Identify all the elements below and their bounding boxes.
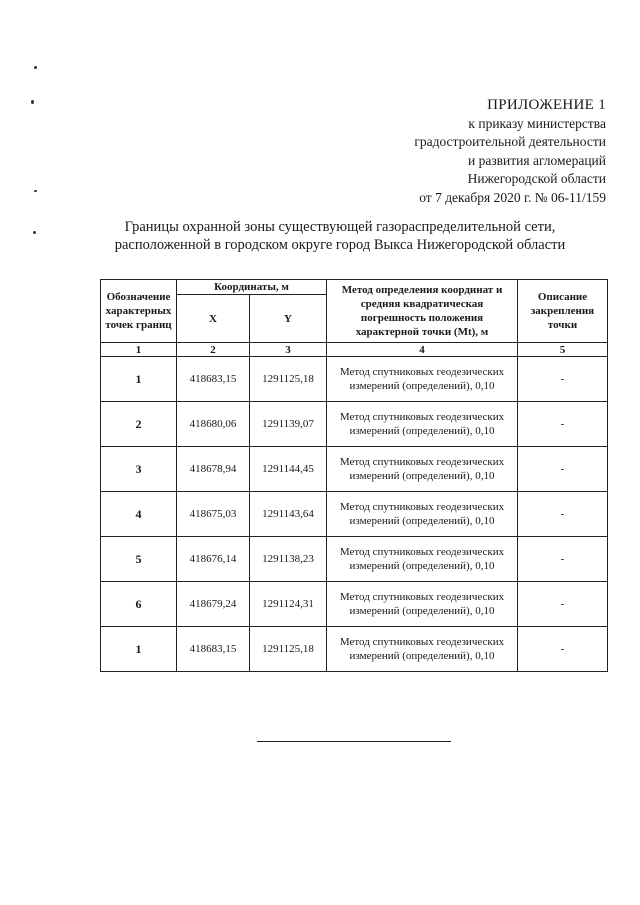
point-number: 5: [101, 537, 177, 582]
header-x: X: [177, 295, 250, 343]
header-designation: Обозначение характерных точек границ: [101, 280, 177, 343]
table-row: [101, 492, 608, 537]
coord-y: 1291138,23: [250, 537, 327, 582]
description-cell: -: [518, 537, 608, 582]
coord-x: 418680,06: [177, 402, 250, 447]
document-title-line: Границы охранной зоны существующей газораспределительной сети,: [124, 219, 556, 235]
coord-x: 418676,14: [177, 537, 250, 582]
table-row: [101, 447, 608, 492]
column-number: 4: [327, 343, 518, 357]
header-line: к приказу министерства: [468, 115, 606, 131]
header-line: Нижегородской области: [467, 171, 606, 186]
closing-divider: [257, 741, 451, 742]
header-line: и развития агломераций: [467, 152, 606, 168]
point-number: 2: [101, 402, 177, 447]
column-number: 1: [101, 343, 177, 357]
coord-x: 418683,15: [177, 357, 250, 402]
coord-x: 418679,24: [177, 582, 250, 627]
header-description: Описание закрепления точки: [518, 280, 608, 343]
boundary-points-table: [100, 279, 608, 672]
method-cell: Метод спутниковых геодезических измерений (определений), 0,10: [327, 627, 518, 672]
method-cell: Метод спутниковых геодезических измерений (определений), 0,10: [327, 357, 518, 402]
description-cell: -: [518, 357, 608, 402]
header-method: Метод определения координат и средняя квадратическая погрешность положения характерной точки (Mt), м: [327, 280, 518, 343]
point-number: 1: [101, 357, 177, 402]
description-cell: -: [518, 627, 608, 672]
table-row: [101, 582, 608, 627]
column-number: 5: [518, 343, 608, 357]
coord-y: 1291125,18: [250, 627, 327, 672]
method-cell: Метод спутниковых геодезических измерений (определений), 0,10: [327, 447, 518, 492]
coord-y: 1291139,07: [250, 402, 327, 447]
document-title-line: расположенной в городском округе город Выкса Нижегородской области: [114, 237, 566, 253]
method-cell: Метод спутниковых геодезических измерений (определений), 0,10: [327, 537, 518, 582]
description-cell: -: [518, 447, 608, 492]
scan-speck: [31, 100, 34, 104]
appendix-title: ПРИЛОЖЕНИЕ 1: [487, 97, 606, 113]
coord-y: 1291143,64: [250, 492, 327, 537]
coord-y: 1291144,45: [250, 447, 327, 492]
method-cell: Метод спутниковых геодезических измерений (определений), 0,10: [327, 492, 518, 537]
table-row: [101, 627, 608, 672]
column-number: 3: [250, 343, 327, 357]
point-number: 1: [101, 627, 177, 672]
header-coordinates: Координаты, м: [177, 280, 327, 295]
description-cell: -: [518, 492, 608, 537]
method-cell: Метод спутниковых геодезических измерений (определений), 0,10: [327, 582, 518, 627]
scan-speck: [34, 190, 37, 192]
document-title: [40, 218, 640, 254]
point-number: 4: [101, 492, 177, 537]
appendix-header: [356, 96, 606, 207]
table-row: [101, 402, 608, 447]
coord-x: 418683,15: [177, 627, 250, 672]
description-cell: -: [518, 402, 608, 447]
point-number: 6: [101, 582, 177, 627]
coord-x: 418678,94: [177, 447, 250, 492]
point-number: 3: [101, 447, 177, 492]
header-line: градостроительной деятельности: [414, 134, 606, 149]
header-y: Y: [250, 295, 327, 343]
table-row: [101, 357, 608, 402]
coord-x: 418675,03: [177, 492, 250, 537]
header-line: от 7 декабря 2020 г. № 06-11/159: [419, 189, 606, 205]
scan-speck: [33, 231, 36, 234]
coord-y: 1291124,31: [250, 582, 327, 627]
description-cell: -: [518, 582, 608, 627]
method-cell: Метод спутниковых геодезических измерений (определений), 0,10: [327, 402, 518, 447]
column-number: 2: [177, 343, 250, 357]
table-row: [101, 537, 608, 582]
scan-speck: [34, 66, 37, 69]
coord-y: 1291125,18: [250, 357, 327, 402]
